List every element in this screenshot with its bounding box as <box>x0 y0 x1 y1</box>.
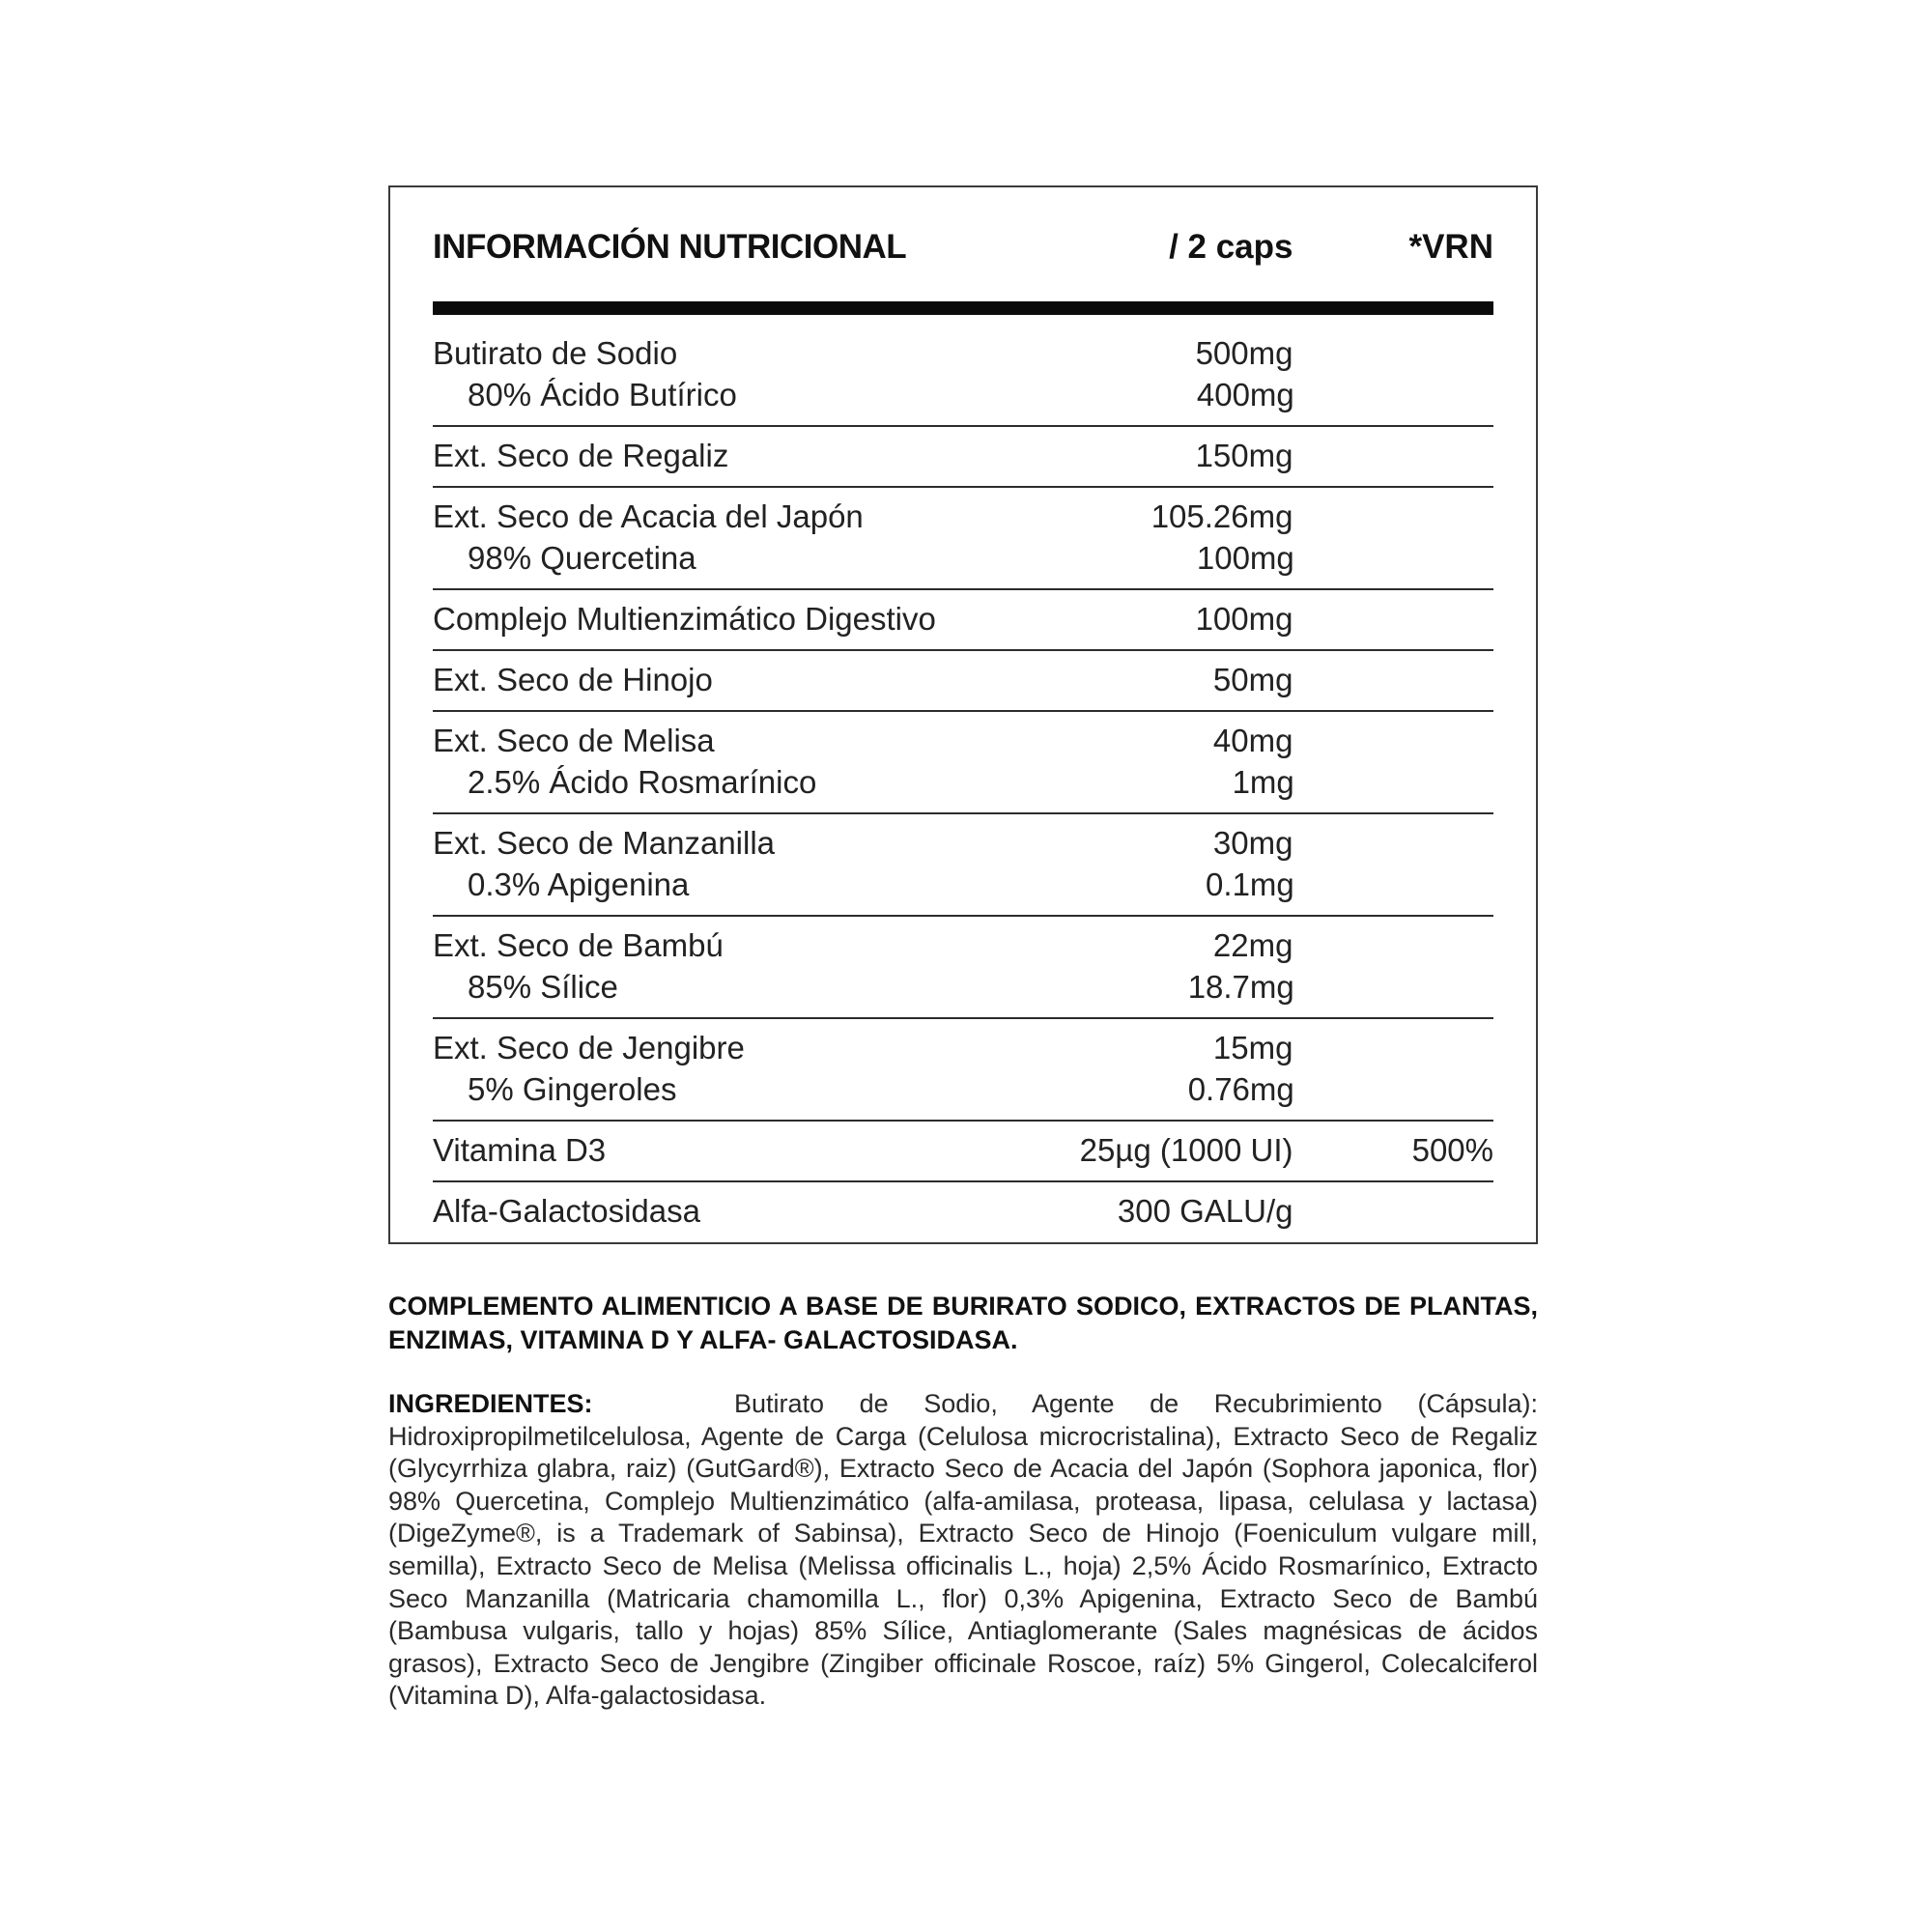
nutrient-amount: 500mg <box>1195 335 1293 371</box>
nutrient-amount: 50mg <box>1212 662 1293 697</box>
nutrient-name: Ext. Seco de Manzanilla <box>433 825 776 861</box>
serving-header: / 2 caps <box>1169 228 1293 266</box>
nutrient-amount: 18.7mg <box>1187 969 1294 1005</box>
nutrient-subline <box>433 966 1493 1008</box>
nutrition-table-body <box>433 187 1493 1241</box>
header-divider <box>433 301 1493 315</box>
nutrient-row <box>433 917 1493 1019</box>
table-header <box>433 187 1493 301</box>
nutrient-name: Ext. Seco de Melisa <box>433 723 715 758</box>
nutrient-subline <box>433 761 1493 803</box>
nutrient-rows <box>433 325 1493 1241</box>
nutrient-row <box>433 488 1493 590</box>
nutrition-table <box>388 185 1538 1244</box>
nutrient-row <box>433 1019 1493 1122</box>
nutrient-name: Complejo Multienzimático Digestivo <box>433 601 936 637</box>
nutrient-name: Ext. Seco de Jengibre <box>433 1030 745 1065</box>
nutrient-name: 0.3% Apigenina <box>468 867 690 902</box>
ingredients-label: INGREDIENTES: <box>388 1389 593 1418</box>
nutrient-vrn <box>1294 537 1493 579</box>
nutrient-vrn <box>1293 659 1493 700</box>
nutrient-subline <box>433 864 1493 905</box>
nutrient-vrn <box>1293 598 1493 639</box>
product-description: COMPLEMENTO ALIMENTICIO A BASE DE BURIRATO SODICO, EXTRACTOS DE PLANTAS, ENZIMAS, VITAMINA D Y ALFA- GALACTOSIDASA. <box>388 1292 1538 1354</box>
nutrient-row <box>433 712 1493 814</box>
nutrient-row <box>433 651 1493 712</box>
nutrient-row <box>433 1122 1493 1182</box>
nutrient-amount: 400mg <box>1196 377 1294 412</box>
nutrient-amount: 100mg <box>1196 540 1294 576</box>
nutrient-vrn <box>1294 761 1493 803</box>
nutrient-name: Ext. Seco de Regaliz <box>433 438 729 473</box>
nutrient-line <box>433 1129 1493 1171</box>
nutrient-name: Vitamina D3 <box>433 1132 607 1168</box>
nutrient-vrn <box>1293 720 1493 761</box>
nutrient-name: 2.5% Ácido Rosmarínico <box>468 764 817 800</box>
nutrient-amount: 1mg <box>1232 764 1294 800</box>
nutrient-amount: 40mg <box>1212 723 1293 758</box>
nutrient-name: Ext. Seco de Bambú <box>433 927 724 963</box>
nutrient-line <box>433 1190 1493 1232</box>
ingredients-paragraph <box>388 1388 1538 1713</box>
nutrient-amount: 0.1mg <box>1206 867 1294 902</box>
vrn-header: *VRN <box>1408 228 1493 266</box>
nutrient-subline <box>433 1068 1493 1110</box>
nutrient-row <box>433 814 1493 917</box>
nutrient-row <box>433 427 1493 488</box>
nutrient-row <box>433 325 1493 427</box>
nutrient-vrn <box>1294 1068 1493 1110</box>
nutrient-line <box>433 332 1493 374</box>
nutrient-line <box>433 1027 1493 1068</box>
nutrient-name: Ext. Seco de Acacia del Japón <box>433 498 864 534</box>
nutrient-amount: 105.26mg <box>1151 498 1293 534</box>
nutrient-line <box>433 598 1493 639</box>
nutrient-amount: 150mg <box>1195 438 1293 473</box>
nutrient-name: 80% Ácido Butírico <box>468 377 737 412</box>
nutrient-name: 5% Gingeroles <box>468 1071 677 1107</box>
nutrient-vrn <box>1294 374 1493 415</box>
nutrient-name: Alfa-Galactosidasa <box>433 1193 700 1229</box>
nutrient-amount: 0.76mg <box>1187 1071 1294 1107</box>
nutrient-amount: 300 GALU/g <box>1117 1193 1293 1229</box>
nutrient-line <box>433 496 1493 537</box>
nutrient-amount: 15mg <box>1212 1030 1293 1065</box>
nutrient-amount: 22mg <box>1212 927 1293 963</box>
nutrient-subline <box>433 374 1493 415</box>
nutrient-amount: 30mg <box>1212 825 1293 861</box>
nutrient-vrn <box>1293 1027 1493 1068</box>
nutrient-row <box>433 1182 1493 1241</box>
nutrient-vrn: 500% <box>1411 1132 1493 1168</box>
ingredients-text: Butirato de Sodio, Agente de Recubrimiento (Cápsula): Hidroxipropilmetilcelulosa, Agente de Carga (Celulosa microcristalina), Extracto Seco de Regaliz (Glycyrrhiza glabra, raiz) (GutGard®), Extracto Seco de Acacia del Japón (Sophora japonica, flor) 98% Quercetina, Complejo Multienzimático (alfa-amilasa, proteasa, lipasa, celulasa y lactasa) (DigeZyme®, is a Trademark of Sabinsa), Extracto Seco de Hinojo (Foeniculum vulgare mill, semilla), Extracto Seco de Melisa (Melissa officinalis L., hoja) 2,5% Ácido Rosmarínico, Extracto Seco Manzanilla (Matricaria chamomilla L., flor) 0,3% Apigenina, Extracto Seco de Bambú (Bambusa vulgaris, tallo y hojas) 85% Sílice, Antiaglomerante (Sales magnésicas de ácidos grasos), Extracto Seco de Jengibre (Zingiber officinale Roscoe, raíz) 5% Gingerol, Colecalciferol (Vitamina D), Alfa-galactosidasa. <box>388 1389 1538 1711</box>
nutrient-vrn <box>1293 435 1493 476</box>
nutrient-vrn <box>1293 496 1493 537</box>
nutrient-vrn <box>1294 966 1493 1008</box>
nutrient-name: Ext. Seco de Hinojo <box>433 662 713 697</box>
nutrient-vrn <box>1293 1190 1493 1232</box>
nutrient-line <box>433 659 1493 700</box>
nutrient-vrn <box>1293 822 1493 864</box>
nutrient-line <box>433 822 1493 864</box>
table-title: INFORMACIÓN NUTRICIONAL <box>433 228 907 266</box>
nutrient-name: Butirato de Sodio <box>433 335 678 371</box>
nutrient-line <box>433 720 1493 761</box>
nutrient-vrn <box>1293 924 1493 966</box>
nutrient-amount: 25µg (1000 UI) <box>1079 1132 1293 1168</box>
nutrient-vrn <box>1293 332 1493 374</box>
nutrient-subline <box>433 537 1493 579</box>
nutrient-name: 85% Sílice <box>468 969 618 1005</box>
nutrient-row <box>433 590 1493 651</box>
nutrient-line <box>433 924 1493 966</box>
nutrient-amount: 100mg <box>1195 601 1293 637</box>
nutrient-name: 98% Quercetina <box>468 540 696 576</box>
nutrient-vrn <box>1294 864 1493 905</box>
nutrient-line <box>433 435 1493 476</box>
